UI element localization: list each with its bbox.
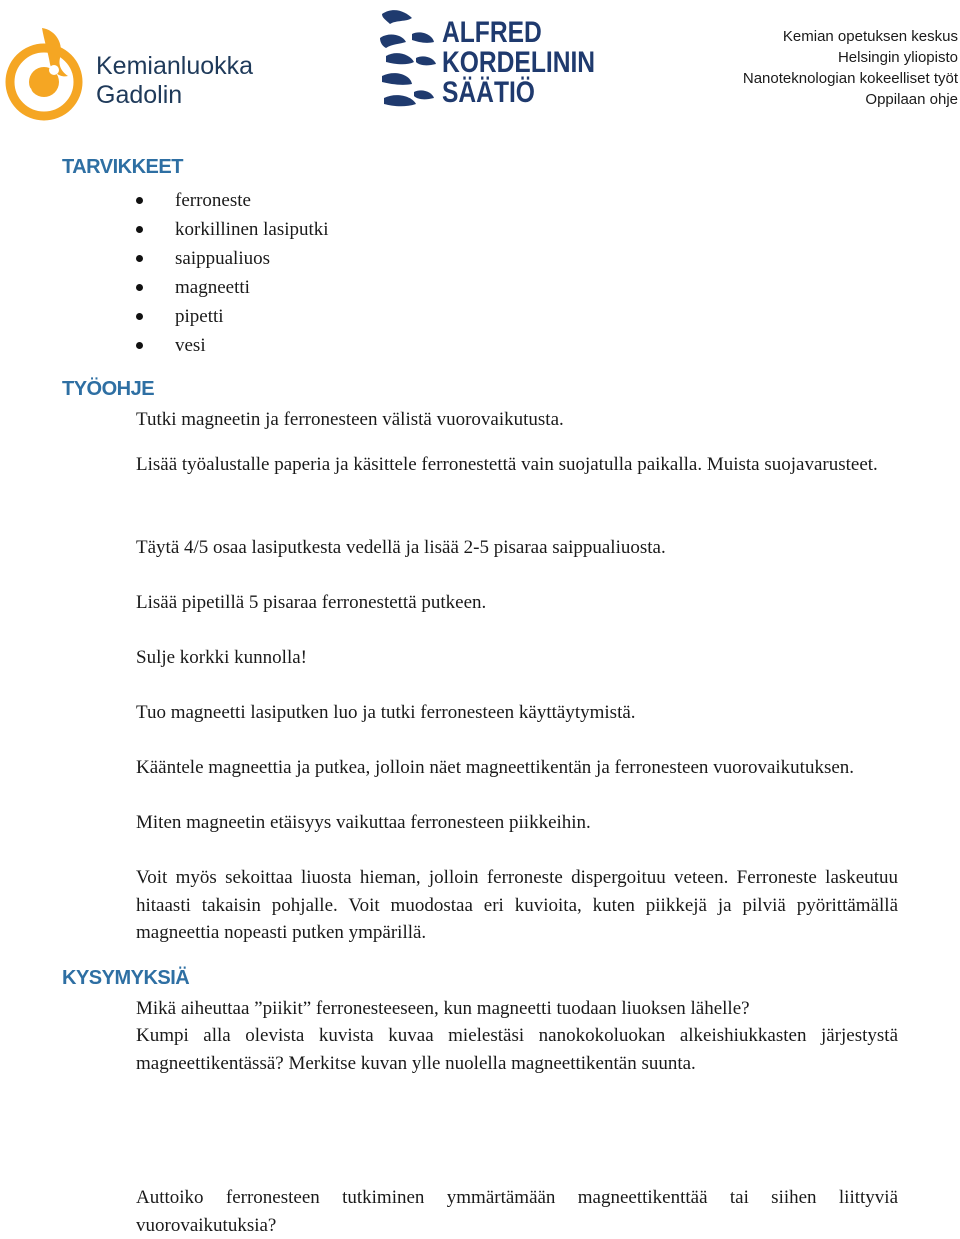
instruction-paragraph: Miten magneetin etäisyys vaikuttaa ferronesteen piikkeihin.: [136, 812, 591, 833]
list-item: magneetti: [136, 273, 329, 302]
materials-list: [136, 186, 329, 360]
kemianluokka-gadolin-logo: [4, 22, 254, 122]
akse-logo-line2: KORDELININ: [442, 46, 596, 79]
question-paragraph: Mikä aiheuttaa ”piikit” ferronesteeseen, kun magneetti tuodaan liuoksen lähelle?: [136, 998, 750, 1019]
header-info: [743, 26, 958, 110]
instruction-paragraph: Tuo magneetti lasiputken luo ja tutki ferronesteen käyttäytymistä.: [136, 702, 636, 723]
question-paragraph: Auttoiko ferronesteen tutkiminen ymmärtämään magneettikenttää tai siihen liittyviä vuorovaikutuksia?: [136, 1187, 898, 1236]
bullet-icon: [136, 197, 143, 204]
header-line-university: Helsingin yliopisto: [837, 49, 958, 66]
header-line-department: Kemian opetuksen keskus: [782, 28, 958, 45]
list-item: ferroneste: [136, 186, 329, 215]
bullet-icon: [136, 342, 143, 349]
instruction-paragraph: Voit myös sekoittaa liuosta hieman, jolloin ferroneste dispergoituu veteen. Ferroneste laskeutuu hitaasti takaisin pohjalle. Voit muodostaa eri kuvioita, kuten piikkejä ja pilviä pyörittämällä magneettia nopeasti putken ympärillä.: [136, 867, 898, 943]
list-item: korkillinen lasiputki: [136, 215, 329, 244]
section-heading-tarvikkeet: TARVIKKEET: [62, 156, 183, 178]
gadolin-logo-line2: Gadolin: [96, 81, 183, 109]
section-heading-tyoohje: TYÖOHJE: [62, 378, 155, 400]
bullet-icon: [136, 226, 143, 233]
bullet-icon: [136, 313, 143, 320]
akse-logo-line3: SÄÄTIÖ: [442, 76, 535, 109]
list-item: vesi: [136, 331, 329, 360]
gadolin-logo-text: [96, 52, 253, 110]
akse-logo-line1: ALFRED: [442, 16, 542, 49]
kordelin-faces-icon: [376, 4, 442, 120]
header-line-course: Nanoteknologian kokeelliset työt: [742, 70, 958, 87]
section-heading-kysymyksia: KYSYMYKSIÄ: [62, 967, 190, 989]
instruction-paragraph: Tutki magneetin ja ferronesteen välistä vuorovaikutusta.: [136, 409, 564, 430]
page-header: [0, 0, 960, 130]
instruction-paragraph: Lisää pipetillä 5 pisaraa ferronestettä putkeen.: [136, 592, 487, 613]
instruction-paragraph: Sulje korkki kunnolla!: [136, 647, 307, 668]
gadolin-logo-line1: Kemianluokka: [96, 52, 254, 80]
list-item: saippualiuos: [136, 244, 329, 273]
question-paragraph: Kumpi alla olevista kuvista kuvaa mielestäsi nanokokoluokan alkeishiukkasten järjestystä magneettikentässä? Merkitse kuvan ylle nuolella magneettikentän suunta.: [136, 1025, 898, 1074]
header-line-doc-type: Oppilaan ohje: [865, 91, 958, 108]
akse-logo-text: [442, 18, 595, 108]
bullet-icon: [136, 255, 143, 262]
instruction-paragraph: Lisää työalustalle paperia ja käsittele ferronestettä vain suojatulla paikalla. Muista suojavarusteet.: [136, 454, 878, 475]
list-item: pipetti: [136, 302, 329, 331]
instruction-paragraph: Kääntele magneettia ja putkea, jolloin näet magneettikentän ja ferronesteen vuorovaikutuksen.: [136, 757, 855, 778]
bullet-icon: [136, 284, 143, 291]
instruction-paragraph: Täytä 4/5 osaa lasiputkesta vedellä ja lisää 2-5 pisaraa saippualiuosta.: [136, 537, 666, 558]
gadolin-emblem-icon: [4, 22, 94, 122]
